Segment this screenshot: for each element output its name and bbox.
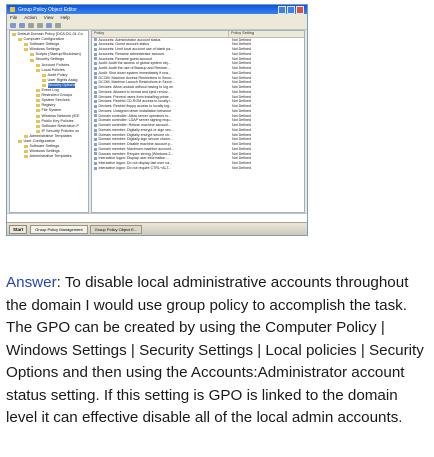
tree-item-label: User Rights Assig bbox=[47, 77, 78, 82]
policy-name: Devices: Restrict CD-ROM access to locally l... bbox=[98, 99, 174, 104]
folder-icon bbox=[30, 53, 34, 56]
tree-item-label: Scripts (Startup/Shutdown) bbox=[35, 52, 81, 57]
tree-item[interactable] bbox=[10, 154, 88, 159]
policy-name: Domain controller: Refuse machine account... bbox=[98, 123, 172, 127]
policy-name: Interactive logon: Do not require CTRL+ALT... bbox=[98, 165, 172, 170]
menu-view[interactable]: View bbox=[43, 15, 54, 20]
toolbar bbox=[7, 21, 307, 30]
policy-setting: Not Defined bbox=[232, 146, 251, 151]
export-icon[interactable] bbox=[46, 23, 52, 28]
folder-icon bbox=[42, 79, 46, 82]
policy-setting: Not Defined bbox=[232, 108, 251, 113]
policy-name: DCOM: Machine Access Restrictions in Secur... bbox=[98, 75, 175, 80]
tree-item-label: IP Security Policies on bbox=[41, 128, 80, 133]
tree-item-label: System Services bbox=[41, 98, 70, 103]
policy-name: Devices: Unsigned driver installation behavior bbox=[98, 108, 172, 113]
folder-icon bbox=[36, 115, 40, 118]
folder-icon bbox=[36, 64, 40, 67]
folder-icon bbox=[36, 120, 40, 123]
policy-setting: Not Defined bbox=[232, 51, 251, 56]
policy-setting: Not Defined bbox=[232, 113, 251, 118]
policy-icon bbox=[94, 129, 97, 132]
policy-name: Domain member: Digitally sign secure chann... bbox=[98, 137, 173, 142]
minimize-button[interactable] bbox=[278, 6, 286, 14]
policy-name: Accounts: Guest account status bbox=[98, 42, 150, 47]
folder-icon bbox=[42, 74, 46, 77]
policy-icon bbox=[94, 124, 97, 127]
policy-name: Devices: Allowed to format and eject remov... bbox=[98, 89, 171, 94]
policy-setting: Not Defined bbox=[232, 66, 251, 70]
folder-icon bbox=[36, 104, 40, 107]
menu-action[interactable]: Action bbox=[24, 15, 37, 20]
policy-setting: Not Defined bbox=[232, 75, 251, 80]
policy-icon bbox=[94, 167, 97, 170]
policy-icon bbox=[94, 114, 97, 117]
policy-name: Domain member: Digitally encrypt secure ch... bbox=[98, 132, 172, 137]
policy-name: Audit: Audit the access of global system obj... bbox=[98, 61, 171, 66]
policy-icon bbox=[94, 76, 97, 79]
policy-icon bbox=[94, 105, 97, 108]
policy-icon bbox=[94, 100, 97, 103]
policy-setting: Not Defined bbox=[232, 118, 251, 123]
maximize-button[interactable] bbox=[287, 6, 295, 14]
tree-item-label: Computer Configuration bbox=[23, 37, 64, 42]
policy-name: Audit: Audit the use of Backup and Restore... bbox=[98, 66, 171, 70]
folder-icon bbox=[18, 38, 22, 41]
policy-setting: Not Defined bbox=[232, 37, 251, 42]
forward-icon[interactable] bbox=[19, 23, 25, 28]
policy-cell bbox=[92, 166, 228, 171]
menu-help[interactable]: Help bbox=[60, 15, 70, 20]
policy-icon bbox=[94, 148, 97, 151]
column-header-policy[interactable]: Policy bbox=[92, 31, 229, 37]
folder-icon bbox=[36, 69, 40, 72]
policy-list[interactable] bbox=[91, 30, 305, 213]
policy-setting: Not Defined bbox=[232, 137, 251, 142]
policy-setting: Not Defined bbox=[232, 99, 251, 104]
policy-icon bbox=[94, 86, 97, 89]
policy-icon bbox=[94, 95, 97, 98]
policy-setting: Not Defined bbox=[232, 123, 251, 127]
policy-setting: Not Defined bbox=[232, 127, 251, 132]
policy-setting: Not Defined bbox=[232, 156, 251, 161]
taskbar-item-gpo-editor[interactable]: Group Policy Object E... bbox=[90, 225, 143, 234]
folder-icon bbox=[12, 33, 16, 36]
tree-item-label: Restricted Groups bbox=[41, 93, 73, 98]
policy-name: DCOM: Machine Launch Restrictions in Secur... bbox=[98, 80, 175, 85]
policy-name: Domain member: Disable machine account p... bbox=[98, 142, 174, 146]
policy-setting: Not Defined bbox=[232, 165, 251, 170]
tree-item-label: Security Options bbox=[47, 82, 76, 87]
policy-icon bbox=[94, 143, 97, 146]
policy-name: Devices: Restrict floppy access to locally log... bbox=[98, 104, 172, 108]
tree-item-label: Software Settings bbox=[29, 42, 60, 47]
policy-name: Domain member: Require strong (Windows 2... bbox=[98, 151, 174, 156]
tree-item-label: Wireless Network (IEE bbox=[41, 113, 80, 118]
policy-setting: Not Defined bbox=[232, 85, 251, 89]
policy-setting: Not Defined bbox=[232, 70, 251, 75]
policy-name: Devices: Prevent users from installing printe... bbox=[98, 94, 172, 99]
tree-item-label: Local Policies bbox=[41, 67, 65, 72]
folder-icon bbox=[30, 59, 34, 62]
policy-name: Interactive logon: Do not display last user na... bbox=[98, 161, 173, 165]
policy-name: Domain controller: Allow server operators to... bbox=[98, 113, 172, 118]
tree-item-label: Software Settings bbox=[29, 144, 60, 149]
answer-label: Answer bbox=[6, 274, 57, 292]
policy-icon bbox=[94, 119, 97, 122]
policy-setting: Not Defined bbox=[232, 94, 251, 99]
tree-item-label: User Configuration bbox=[23, 138, 56, 143]
folder-icon bbox=[24, 150, 28, 153]
policy-setting: Not Defined bbox=[232, 80, 251, 85]
policy-setting: Not Defined bbox=[232, 89, 251, 94]
policy-icon bbox=[94, 48, 97, 51]
back-icon[interactable] bbox=[10, 23, 16, 28]
policy-icon bbox=[94, 138, 97, 141]
policy-name: Accounts: Rename guest account bbox=[98, 56, 153, 61]
tree-item-label: Public Key Policies bbox=[41, 118, 74, 123]
window-titlebar bbox=[7, 5, 307, 14]
policy-icon bbox=[94, 152, 97, 155]
tree-item-label: File System bbox=[41, 108, 62, 113]
folder-icon bbox=[24, 135, 28, 138]
folder-icon bbox=[42, 84, 46, 87]
policy-icon bbox=[94, 110, 97, 113]
taskbar-item-gpmc[interactable]: Group Policy Management bbox=[30, 225, 87, 234]
app-icon bbox=[10, 7, 15, 12]
policy-name: Accounts: Administrator account status bbox=[98, 37, 161, 42]
tree-item-label: Audit Policy bbox=[47, 72, 68, 77]
folder-icon bbox=[24, 145, 28, 148]
policy-icon bbox=[94, 157, 97, 160]
tree-item-label: Default Domain Policy [DC8-DC-01.Co bbox=[17, 32, 83, 36]
folder-icon bbox=[36, 94, 40, 97]
tree-item-label: Windows Settings bbox=[29, 149, 60, 154]
policy-name: Domain member: Digitally encrypt or sign sec... bbox=[98, 127, 174, 132]
close-button[interactable] bbox=[296, 6, 304, 14]
folder-icon bbox=[24, 43, 28, 46]
tree-item-label: Security Settings bbox=[35, 57, 64, 62]
folder-icon bbox=[36, 130, 40, 133]
policy-setting: Not Defined bbox=[232, 56, 251, 61]
gpo-editor-screenshot bbox=[6, 4, 308, 236]
panes bbox=[9, 30, 305, 213]
policy-setting: Not Defined bbox=[232, 142, 251, 146]
folder-icon bbox=[36, 99, 40, 102]
start-button[interactable]: Start bbox=[9, 225, 27, 234]
policy-name: Interactive logon: Display user information ... bbox=[98, 156, 170, 161]
policy-name: Domain controller: LDAP server signing requ... bbox=[98, 118, 173, 123]
policy-setting: Not Defined bbox=[232, 47, 251, 51]
policy-name: Devices: Allow undock without having to log on bbox=[98, 85, 174, 89]
policy-icon bbox=[94, 43, 97, 46]
policy-name: Accounts: Limit local account use of blank pa... bbox=[98, 47, 174, 51]
tree-item-label: Administrative Templates bbox=[29, 133, 72, 138]
policy-name: Audit: Shut down system immediately if una... bbox=[98, 70, 172, 75]
folder-icon bbox=[24, 48, 28, 51]
policy-icon bbox=[94, 57, 97, 60]
answer-paragraph bbox=[6, 272, 430, 430]
policy-icon bbox=[94, 72, 97, 75]
policy-setting: Not Defined bbox=[232, 132, 251, 137]
policy-icon bbox=[94, 133, 97, 136]
menu-file[interactable]: File bbox=[10, 15, 18, 20]
policy-setting: Not Defined bbox=[232, 161, 251, 165]
folder-icon bbox=[36, 89, 40, 92]
console-tree[interactable] bbox=[9, 30, 89, 213]
show-hide-tree-icon[interactable] bbox=[37, 23, 43, 28]
policy-name: Accounts: Rename administrator account bbox=[98, 51, 165, 56]
tree-item-label: Account Policies bbox=[41, 62, 70, 67]
policy-icon bbox=[94, 91, 97, 94]
tree-item-label: Software Restriction P bbox=[41, 123, 80, 128]
folder-icon bbox=[36, 109, 40, 112]
folder-icon bbox=[24, 155, 28, 158]
tree-item-label: Registry bbox=[41, 103, 56, 108]
window-title: Group Policy Object Editor bbox=[18, 6, 77, 13]
answer-text: : To disable local administrative accounts throughout the domain I would use group policy to accomplish the task. The GPO can be created by using the Computer Policy | Windows Settings | Security Settings | Local policies | Security Options and then using the Accounts:Administrator account status setting. If this setting is GPO is linked to the domain level it can effective disable all of the local admin accounts. bbox=[6, 274, 424, 427]
policy-name: Domain member: Maximum machine account... bbox=[98, 146, 174, 151]
policy-setting: Not Defined bbox=[232, 104, 251, 108]
policy-icon bbox=[94, 53, 97, 56]
policy-icon bbox=[94, 162, 97, 165]
up-icon[interactable] bbox=[28, 23, 34, 28]
column-header-setting[interactable]: Policy Setting bbox=[231, 31, 255, 35]
policy-setting: Not Defined bbox=[232, 42, 251, 47]
policy-icon bbox=[94, 62, 97, 65]
table-row[interactable] bbox=[92, 166, 304, 171]
policy-icon bbox=[94, 38, 97, 41]
menu-bar bbox=[7, 14, 307, 21]
folder-icon bbox=[36, 125, 40, 128]
policy-setting: Not Defined bbox=[232, 151, 251, 156]
policy-icon bbox=[94, 81, 97, 84]
tree-item-label: Windows Settings bbox=[29, 47, 60, 52]
folder-icon bbox=[18, 140, 22, 143]
taskbar bbox=[7, 222, 307, 235]
tree-item-label: Event Log bbox=[41, 88, 59, 93]
policy-icon bbox=[94, 67, 97, 70]
tree-item-label: Administrative Templates bbox=[29, 154, 72, 159]
policy-setting: Not Defined bbox=[232, 61, 251, 66]
help-icon[interactable] bbox=[55, 23, 61, 28]
